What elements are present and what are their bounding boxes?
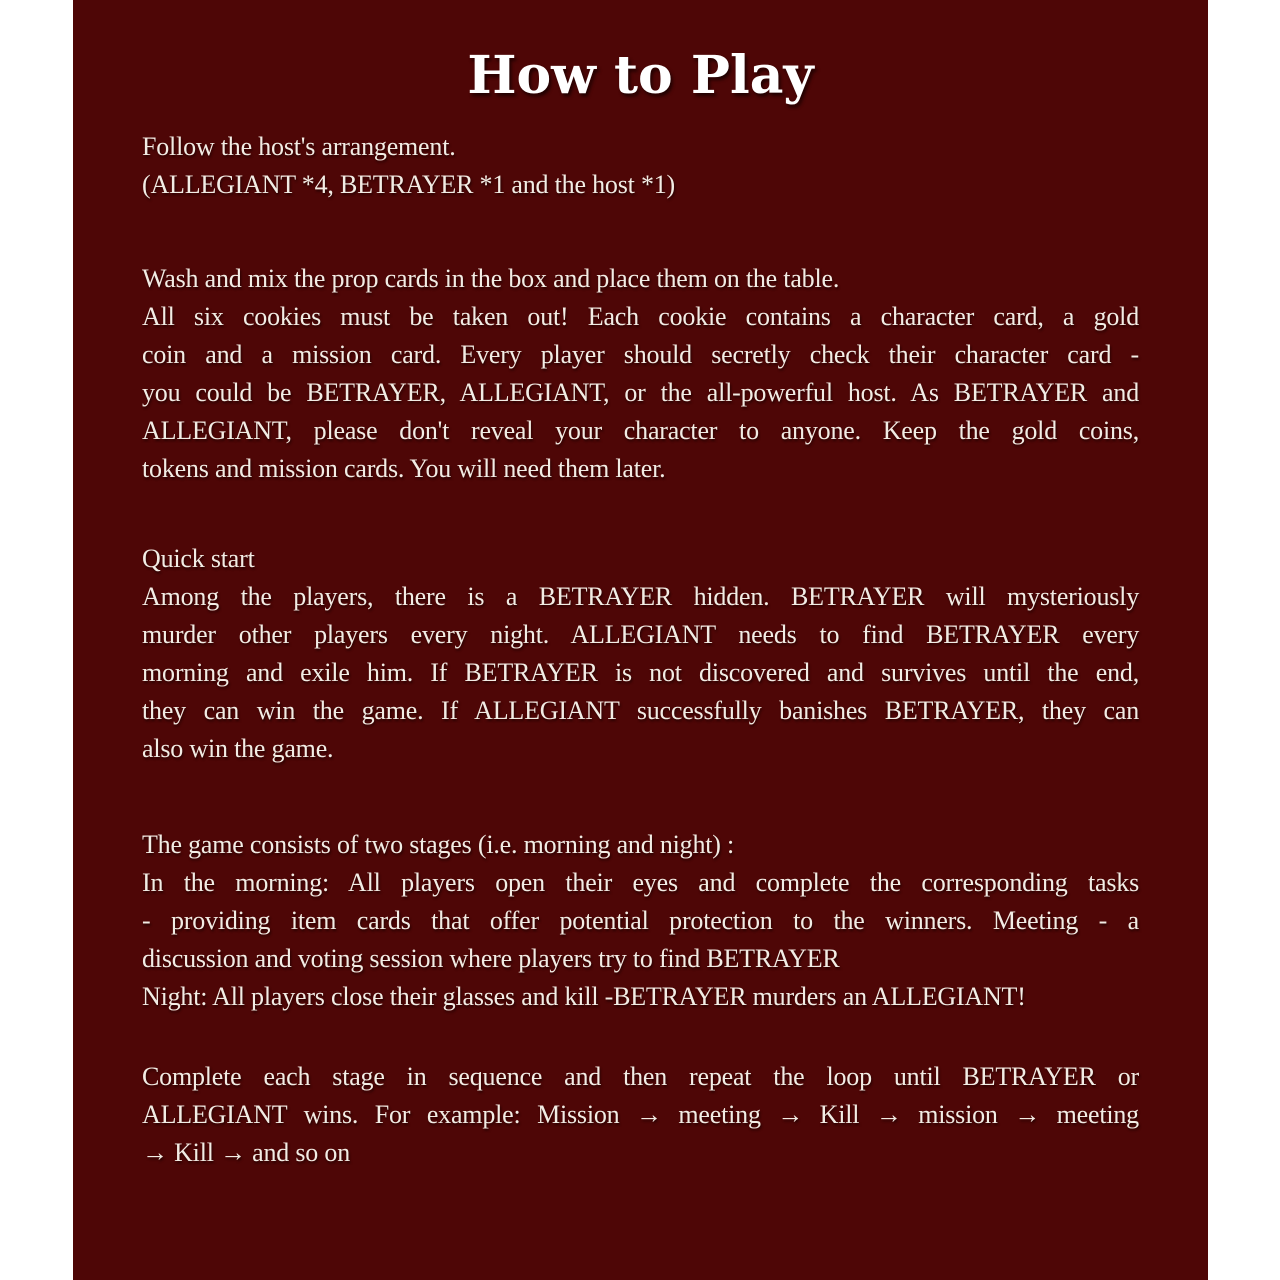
text-line: In the morning: All players open their eyes and complete the corresponding tasks: [142, 868, 1139, 897]
text-line: Among the players, there is a BETRAYER hidden. BETRAYER will mysteriously: [142, 582, 1139, 611]
section-host-arrangement: [142, 128, 1139, 204]
text-line: - providing item cards that offer potential protection to the winners. Meeting - a: [142, 906, 1139, 935]
text-line: also win the game.: [142, 734, 334, 763]
section-quick-start: [142, 540, 1139, 768]
text-line: discussion and voting session where players try to find BETRAYER: [142, 944, 840, 973]
text-line: All six cookies must be taken out! Each cookie contains a character card, a gold: [142, 302, 1139, 331]
text-line: ALLEGIANT, please don't reveal your character to anyone. Keep the gold coins,: [142, 416, 1139, 445]
text-line: Follow the host's arrangement.: [142, 132, 456, 161]
rules-panel: [73, 0, 1208, 1280]
text-line: tokens and mission cards. You will need them later.: [142, 454, 666, 483]
text-line: you could be BETRAYER, ALLEGIANT, or the all-powerful host. As BETRAYER and: [142, 378, 1139, 407]
page-title: How to Play: [467, 45, 814, 106]
text-line: The game consists of two stages (i.e. morning and night) :: [142, 830, 735, 859]
text-line: morning and exile him. If BETRAYER is not discovered and survives until the end,: [142, 658, 1139, 687]
text-line: → Kill → and so on: [142, 1138, 351, 1167]
text-line: Quick start: [142, 544, 255, 573]
section-stages: [142, 826, 1139, 1016]
text-line: Wash and mix the prop cards in the box and place them on the table.: [142, 264, 840, 293]
text-line: they can win the game. If ALLEGIANT successfully banishes BETRAYER, they can: [142, 696, 1139, 725]
section-loop: [142, 1058, 1139, 1172]
text-line: murder other players every night. ALLEGIANT needs to find BETRAYER every: [142, 620, 1139, 649]
text-line: coin and a mission card. Every player should secretly check their character card -: [142, 340, 1139, 369]
text-line: ALLEGIANT wins. For example: Mission → meeting → Kill → mission → meeting: [142, 1100, 1139, 1129]
section-setup: [142, 260, 1139, 488]
text-line: Complete each stage in sequence and then repeat the loop until BETRAYER or: [142, 1062, 1139, 1091]
text-line: Night: All players close their glasses and kill -BETRAYER murders an ALLEGIANT!: [142, 982, 1026, 1011]
text-line: (ALLEGIANT *4, BETRAYER *1 and the host *1): [142, 170, 676, 199]
